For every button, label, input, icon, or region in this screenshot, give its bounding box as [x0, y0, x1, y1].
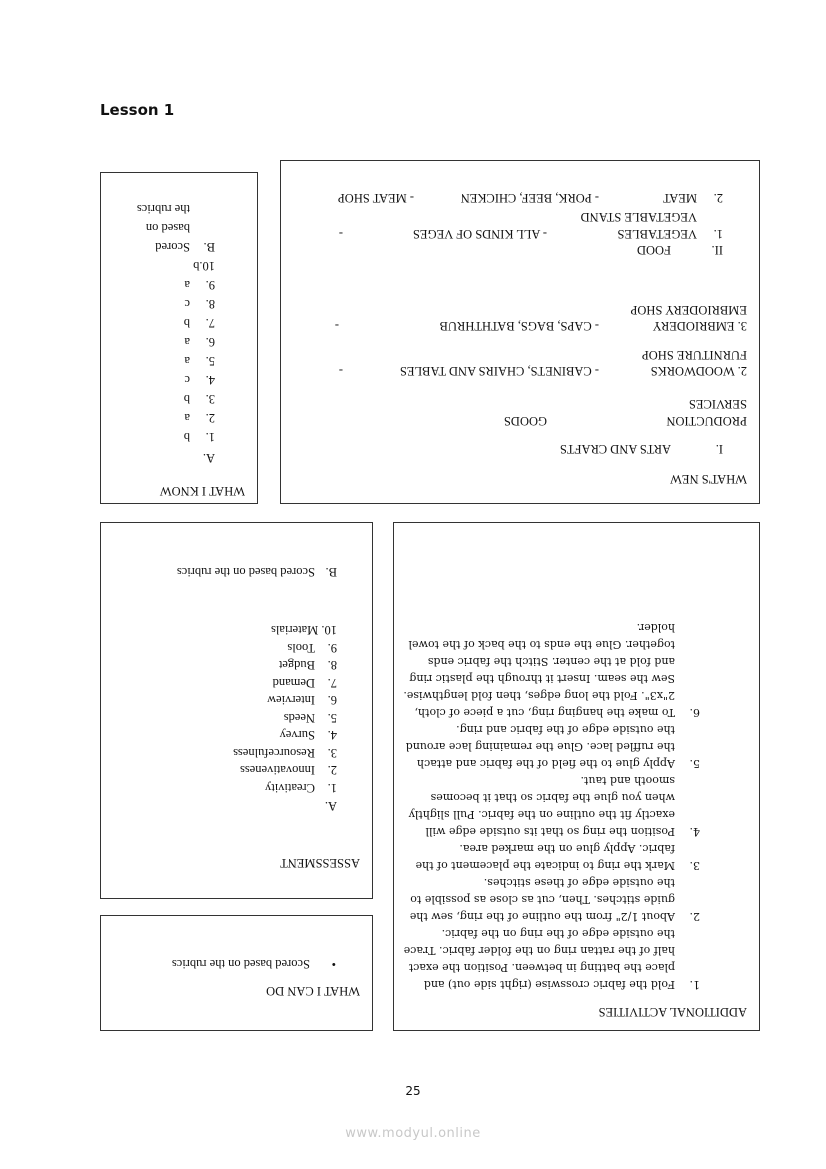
- row-dash: -: [334, 319, 339, 333]
- column-goods: GOODS: [503, 414, 547, 428]
- item-text: Needs: [283, 711, 315, 725]
- answer-number: 4.: [205, 373, 215, 387]
- item-number: 6.: [327, 693, 337, 708]
- whats-new-box: [280, 160, 760, 504]
- assessment-title: ASSESSMENT: [280, 856, 360, 870]
- additional-activities-title: ADDITIONAL ACTIVITIES: [598, 1005, 747, 1019]
- what-i-know-title: WHAT I KNOW: [159, 484, 245, 498]
- item-number: 8.: [327, 658, 337, 673]
- what-i-can-do-title: WHAT I CAN DO: [266, 984, 360, 998]
- part-a-label: A.: [202, 451, 215, 465]
- what-i-can-do-text: Scored based on the rubrics: [171, 957, 310, 971]
- answer-number: 10.b: [193, 259, 215, 273]
- activity-list: [400, 619, 700, 993]
- what-i-know-box: [100, 172, 258, 504]
- part-b-text: Scored based on the rubrics: [176, 565, 315, 579]
- column-services: SERVICES: [688, 397, 747, 411]
- step-number: 3.: [689, 859, 700, 872]
- item-number: 4.: [327, 728, 337, 743]
- step-number: 4.: [689, 825, 700, 838]
- answer-number: 5.: [205, 354, 215, 368]
- answer-letter: c: [184, 373, 190, 387]
- page-number: 25: [405, 1084, 421, 1098]
- assessment-box: [100, 522, 373, 899]
- item-text: Interview: [267, 693, 315, 708]
- item-text: Creativity: [265, 781, 315, 795]
- activity-step: [400, 721, 700, 772]
- section-number: II.: [711, 243, 723, 257]
- row-number: 2.: [713, 191, 723, 205]
- row-name: 3. EMBRIODERY: [652, 319, 747, 333]
- section-number: I.: [715, 442, 723, 456]
- column-production: PRODUCTION: [666, 414, 747, 428]
- item-number: 2.: [327, 763, 337, 778]
- additional-activities-box: [393, 522, 760, 1031]
- step-text: Mark the ring to indicate the placement of the fabric. Apply glue on the marked area.: [415, 842, 675, 872]
- step-text: Apply glue to the field of the fabric and attach the ruffled lace. Glue the remaining lace around the outside edge of the fabric and ring.: [405, 723, 675, 770]
- answer-number: 2.: [205, 411, 215, 425]
- step-number: 1.: [689, 978, 700, 991]
- answer-letter: a: [184, 354, 190, 368]
- whats-new-title: WHAT'S NEW: [670, 472, 747, 486]
- step-number: 2.: [689, 910, 700, 923]
- item-number: 9.: [327, 641, 337, 655]
- item-number: 5.: [327, 711, 337, 725]
- row-dash: -: [338, 227, 343, 241]
- step-text: About 1/2" from the outline of the ring, sew the guide stitches. Then, cut as close as possible to the outside edge of these stitches.: [409, 876, 675, 923]
- activity-step: [400, 874, 700, 925]
- item-text: Resourcefulness: [233, 746, 315, 760]
- row-goods: - ALL KINDS OF VEGES: [412, 227, 547, 241]
- section-label: FOOD: [636, 243, 671, 257]
- row-services: VEGETABLE STAND: [580, 210, 697, 224]
- answer-letter: a: [184, 278, 190, 292]
- row-number: 1.: [713, 227, 723, 241]
- lesson-title: Lesson 1: [100, 101, 175, 119]
- row-goods: - CABINETS, CHAIRS AND TABLES: [399, 364, 599, 378]
- answer-number: 1.: [205, 430, 215, 444]
- part-b-text: the rubrics: [136, 202, 190, 216]
- activity-step: [400, 840, 700, 874]
- answer-letter: a: [184, 411, 190, 425]
- activity-step: [400, 772, 700, 840]
- part-b-label: B.: [325, 565, 337, 579]
- item-number: 3.: [327, 746, 337, 760]
- activity-step: [400, 619, 700, 721]
- row-services: FURNITURE SHOP: [641, 348, 747, 362]
- row-goods: - PORK, BEEF, CHICKEN: [460, 191, 599, 205]
- step-text: Fold the fabric crosswise (right side out) and place the batting in between. Position the exact half of the rattan ring on the folder fabric. Trace the outside edge of the ring on the fabric.: [403, 927, 675, 991]
- answer-letter: a: [184, 335, 190, 349]
- step-text: Position the ring so that its outside edge will exactly fit the outline on the fabric. Pull slightly when you glue the fabric so that it becomes smooth and taut.: [408, 774, 675, 838]
- part-a-label: A.: [324, 799, 337, 813]
- row-name: MEAT: [662, 191, 697, 205]
- what-i-can-do-box: [100, 915, 373, 1031]
- item-text: Innovativeness: [240, 763, 315, 778]
- item-number: 1.: [327, 781, 337, 795]
- answer-number: 7.: [205, 316, 215, 330]
- activity-step: [400, 925, 700, 993]
- answer-letter: b: [183, 316, 190, 330]
- step-number: 5.: [689, 757, 700, 770]
- row-name: 2. WOODWORKS: [650, 364, 747, 378]
- item-text: 10. Materials: [271, 623, 337, 638]
- item-text: Budget: [278, 658, 315, 673]
- answer-number: 6.: [205, 335, 215, 349]
- item-text: Survey: [279, 728, 315, 743]
- answer-number: 3.: [205, 392, 215, 406]
- section-label: ARTS AND CRAFTS: [559, 442, 671, 456]
- row-services: EMBRIODERY SHOP: [630, 303, 747, 317]
- answer-letter: c: [184, 297, 190, 311]
- part-b-text: Scored: [155, 240, 190, 254]
- answer-number: 9.: [205, 278, 215, 292]
- row-dash: -: [338, 364, 343, 378]
- row-goods: - CAPS, BAGS, BATHTHRUB: [439, 319, 599, 333]
- bullet-icon: •: [331, 957, 336, 971]
- item-text: Demand: [272, 676, 315, 690]
- watermark: www.modyul.online: [345, 1126, 481, 1141]
- answer-letter: b: [183, 392, 190, 406]
- step-text: To make the hanging ring, cut a piece of cloth, 2"x3". Fold the long edges, then fold lengthwise. Sew the seam. Insert it through the plastic ring and fold at the center. Stitch the fabric ends together. Glue the ends to the back of the towel holder.: [403, 621, 675, 719]
- part-b-label: B.: [203, 240, 215, 254]
- row-name: VEGETABLES: [617, 227, 697, 241]
- part-b-text: based on: [145, 221, 190, 235]
- answer-number: 8.: [205, 297, 215, 311]
- row-services: - MEAT SHOP: [337, 191, 414, 205]
- item-number: 7.: [327, 676, 337, 690]
- step-number: 6.: [689, 706, 700, 719]
- answer-letter: b: [183, 430, 190, 444]
- item-text: Tools: [287, 641, 315, 655]
